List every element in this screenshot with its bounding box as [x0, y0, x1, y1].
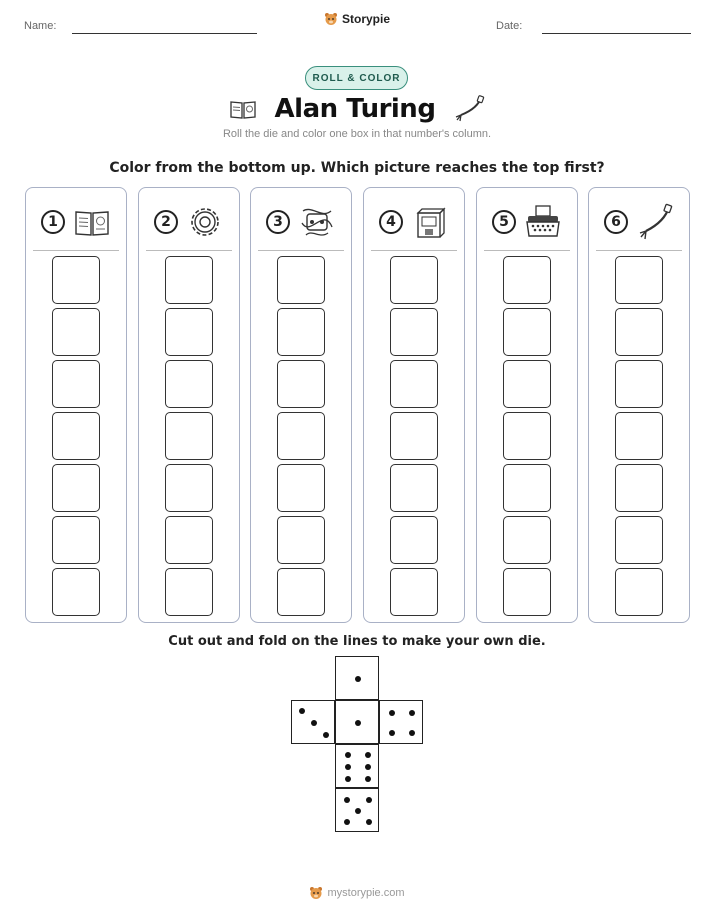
color-box[interactable]	[165, 568, 213, 616]
divider	[146, 250, 232, 251]
die-pip	[299, 708, 305, 714]
color-box[interactable]	[503, 412, 551, 460]
die-pip	[355, 676, 361, 682]
color-box[interactable]	[52, 568, 100, 616]
brand-logo	[0, 12, 714, 26]
color-box[interactable]	[165, 256, 213, 304]
color-box[interactable]	[503, 516, 551, 564]
die-face	[335, 744, 379, 788]
die-pip	[355, 808, 361, 814]
book-icon	[229, 98, 257, 120]
color-box[interactable]	[503, 256, 551, 304]
color-box[interactable]	[615, 256, 663, 304]
column-header	[364, 202, 464, 242]
cable-plug-icon	[636, 203, 674, 241]
roll-column-3	[250, 187, 352, 623]
color-box[interactable]	[390, 360, 438, 408]
roll-columns	[25, 187, 690, 623]
die-pip	[409, 730, 415, 736]
die-face	[335, 656, 379, 700]
divider	[258, 250, 344, 251]
color-box[interactable]	[52, 256, 100, 304]
color-box[interactable]	[52, 308, 100, 356]
color-box[interactable]	[165, 516, 213, 564]
die-pip	[344, 819, 350, 825]
color-box[interactable]	[165, 360, 213, 408]
die-pip	[409, 710, 415, 716]
color-box[interactable]	[615, 568, 663, 616]
name-line	[72, 33, 257, 34]
die-pip	[366, 819, 372, 825]
divider	[484, 250, 570, 251]
color-box[interactable]	[52, 412, 100, 460]
book-icon	[73, 203, 111, 241]
name-label: Name:	[24, 20, 57, 32]
color-box[interactable]	[277, 516, 325, 564]
die-face	[335, 788, 379, 832]
die-pip	[366, 797, 372, 803]
color-box[interactable]	[615, 360, 663, 408]
bear-icon	[324, 12, 338, 26]
column-header	[477, 202, 577, 242]
color-box[interactable]	[277, 464, 325, 512]
roll-column-5	[476, 187, 578, 623]
die-pip	[355, 720, 361, 726]
gear-icon	[186, 203, 224, 241]
color-box[interactable]	[615, 412, 663, 460]
color-box[interactable]	[277, 256, 325, 304]
column-number: 6	[604, 210, 628, 234]
color-box[interactable]	[390, 256, 438, 304]
color-box[interactable]	[615, 464, 663, 512]
die-pip	[365, 764, 371, 770]
die-pip	[345, 764, 351, 770]
footer-url: mystorypie.com	[327, 887, 405, 899]
date-line	[542, 33, 691, 34]
die-pip	[389, 710, 395, 716]
die-pip	[365, 752, 371, 758]
typewriter-icon	[524, 203, 562, 241]
subtitle: Roll the die and color one box in that number's column.	[222, 128, 492, 140]
color-box[interactable]	[52, 516, 100, 564]
die-pip	[345, 752, 351, 758]
machine-box-icon	[411, 203, 449, 241]
color-box[interactable]	[390, 412, 438, 460]
tangled-wires-icon	[298, 203, 336, 241]
column-number: 2	[154, 210, 178, 234]
die-face	[291, 700, 335, 744]
color-box[interactable]	[615, 516, 663, 564]
roll-column-2	[138, 187, 240, 623]
column-header	[26, 202, 126, 242]
color-box[interactable]	[390, 568, 438, 616]
color-box[interactable]	[277, 412, 325, 460]
color-box[interactable]	[503, 464, 551, 512]
divider	[371, 250, 457, 251]
column-header	[251, 202, 351, 242]
title-row	[0, 92, 714, 126]
color-box[interactable]	[503, 360, 551, 408]
column-number: 4	[379, 210, 403, 234]
column-number: 5	[492, 210, 516, 234]
color-box[interactable]	[165, 464, 213, 512]
divider	[33, 250, 119, 251]
color-box[interactable]	[390, 516, 438, 564]
roll-column-6	[588, 187, 690, 623]
cut-instruction: Cut out and fold on the lines to make your own die.	[168, 634, 546, 649]
bear-icon	[309, 886, 323, 900]
activity-badge: ROLL & COLOR	[305, 66, 408, 90]
die-pip	[344, 797, 350, 803]
column-number: 1	[41, 210, 65, 234]
footer	[0, 886, 714, 900]
color-box[interactable]	[390, 464, 438, 512]
color-box[interactable]	[277, 308, 325, 356]
column-header	[139, 202, 239, 242]
page-title: Alan Turing	[274, 94, 436, 124]
color-box[interactable]	[52, 360, 100, 408]
color-box[interactable]	[615, 308, 663, 356]
die-pip	[311, 720, 317, 726]
color-box[interactable]	[52, 464, 100, 512]
roll-column-4	[363, 187, 465, 623]
color-box[interactable]	[277, 568, 325, 616]
color-box[interactable]	[165, 308, 213, 356]
color-box[interactable]	[390, 308, 438, 356]
column-header	[589, 202, 689, 242]
color-box[interactable]	[503, 308, 551, 356]
divider	[596, 250, 682, 251]
die-face	[379, 700, 423, 744]
color-box[interactable]	[277, 360, 325, 408]
column-number: 3	[266, 210, 290, 234]
die-pip	[389, 730, 395, 736]
color-box[interactable]	[503, 568, 551, 616]
roll-column-1	[25, 187, 127, 623]
die-pip	[323, 732, 329, 738]
die-face	[335, 700, 379, 744]
brand-name: Storypie	[341, 12, 390, 26]
instruction-text: Color from the bottom up. Which picture reaches the top first?	[109, 160, 605, 176]
die-pip	[365, 776, 371, 782]
date-label: Date:	[496, 20, 523, 32]
die-pip	[345, 776, 351, 782]
cable-plug-icon	[453, 95, 485, 123]
color-box[interactable]	[165, 412, 213, 460]
